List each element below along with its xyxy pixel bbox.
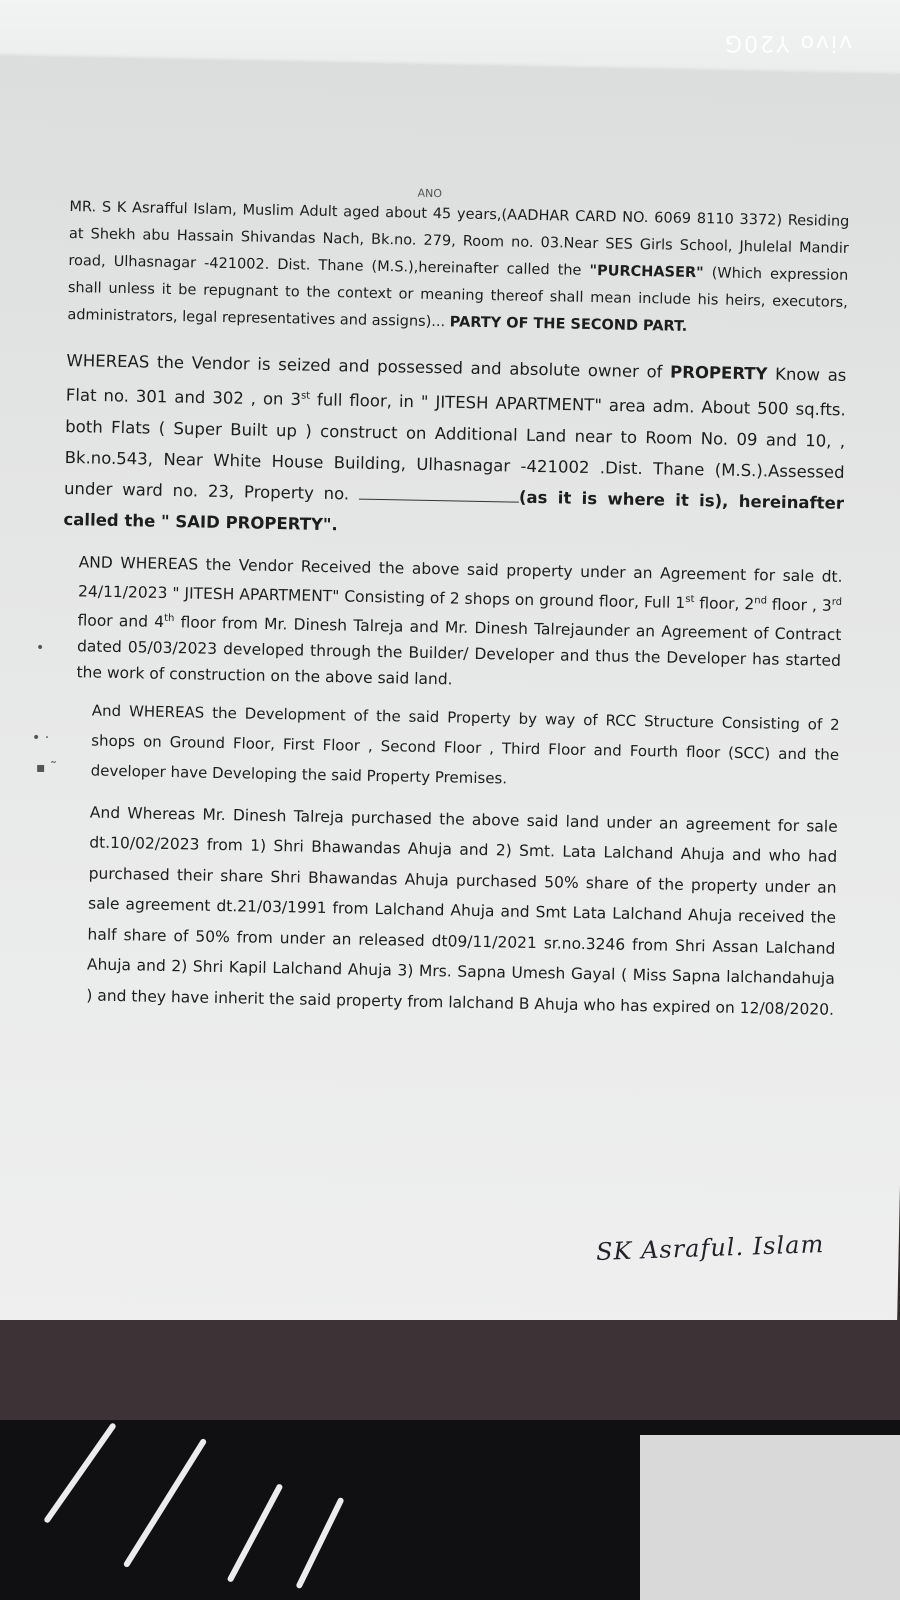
margin-mark: • · <box>32 730 50 746</box>
property-number-blank <box>359 484 519 502</box>
page-ornament: ANO <box>417 186 443 201</box>
cloth-light-area <box>640 1435 900 1600</box>
and-whereas-paragraph-1: AND WHEREAS the Vendor Received the above said property under an Agreement for sale dt. 24/11/2023 " JITESH APARTMENT" Consisting of 2 shops on ground floor, Full 1st floor, 2nd floor , 3rd floor and 4th floor from Mr. Dinesh Talreja and Mr. Dinesh Talrejaunder an Agreement of Contract dated 05/03/2023 developed through the Builder/ Developer and thus the Developer has started the work of construction on the above said land. <box>76 552 843 689</box>
party-label: PARTY OF THE SECOND PART. <box>449 314 688 335</box>
purchaser-paragraph: MR. S K Asrafful Islam, Muslim Adult aged about 45 years,(AADHAR CARD NO. 6069 8110 3372) Residing at Shekh abu Hassain Shivandas Nach, Bk.no. 279, Room no. 03.Near SES Girls School, Jhulelal Mandir road, Ulhasnagar -421002. Dist. Thane (M.S.),hereinafter called the "PURCHASER" (Which expression shall unless it be repugnant to the context or meaning thereof shall mean include his heirs, executors, administrators, legal representatives and assigns)... PARTY OF THE SECOND PART. <box>67 198 850 335</box>
signature: SK Asraful. Islam <box>595 1230 825 1266</box>
and-whereas-paragraph-3: And Whereas Mr. Dinesh Talreja purchased the above said land under an agreement for sale dt.10/02/2023 from 1) Shri Bhawandas Ahuja and 2) Smt. Lata Lalchand Ahuja and who had purchased their share Shri Bhawandas Ahuja purchased 50% share of the property under an sale agreement dt.21/03/1991 from Lalchand Ahuja and Smt Lata Lalchand Ahuja received the half share of 50% from under an released dt09/11/2021 sr.no.3246 from Shri Assan Lalchand Ahuja and 2) Shri Kapil Lalchand Ahuja 3) Mrs. Sapna Umesh Gayal ( Miss Sapna lalchandahuja ) and they have inherit the said property from lalchand B Ahuja who has expired on 12/08/2020. <box>86 803 838 1019</box>
margin-mark: ▪ ˜ <box>36 760 57 776</box>
camera-watermark: vivo Y20G <box>722 30 852 55</box>
whereas-paragraph: WHEREAS the Vendor is seized and possessed and absolute owner of PROPERTY Know as Flat no. 301 and 302 , on 3st full floor, in " JITESH APARTMENT" area adm. About 500 sq.fts. both Flats ( Super Built up ) construct on Additional Land near to Room No. 09 and 10, , Bk.no.543, Near White House Building, Ulhasnagar -421002 .Dist. Thane (M.S.).Assessed under ward no. 23, Property no. (as it is where it is), hereinafter called the " SAID PROPERTY". <box>63 350 847 534</box>
document-text <box>54 180 850 1025</box>
purchaser-term: "PURCHASER" <box>589 262 704 282</box>
margin-mark: • <box>36 640 45 656</box>
and-whereas-paragraph-2: And WHEREAS the Development of the said Property by way of RCC Structure Consisting of 2 shops on Ground Floor, First Floor , Second Floor , Third Floor and Fourth floor (SCC) and the developer have Developing the said Property Premises. <box>90 701 840 788</box>
